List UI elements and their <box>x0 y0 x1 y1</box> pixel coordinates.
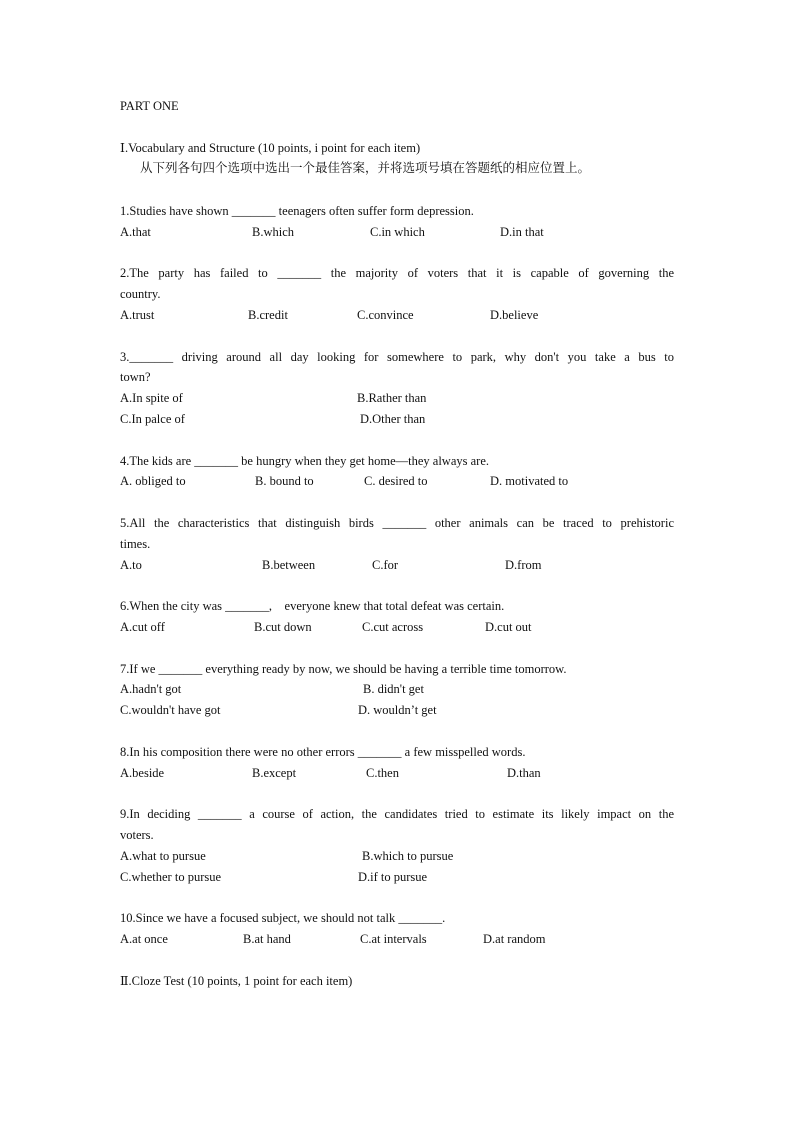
question-3-option-c[interactable]: C.In palce of <box>120 412 185 426</box>
question-9-option-d[interactable]: D.if to pursue <box>358 870 428 884</box>
question-10-option-d[interactable]: D.at random <box>483 932 546 946</box>
question-10-option-b[interactable]: B.at hand <box>243 932 291 946</box>
question-2-option-a[interactable]: A.trust <box>120 308 155 322</box>
question-6-option-a[interactable]: A.cut off <box>120 620 165 634</box>
question-10-option-c[interactable]: C.at intervals <box>360 932 427 946</box>
question-4-option-a[interactable]: A. obliged to <box>120 474 186 488</box>
question-3-option-a[interactable]: A.In spite of <box>120 391 183 405</box>
question-9-option-c[interactable]: C.whether to pursue <box>120 870 222 884</box>
question-1-option-c[interactable]: C.in which <box>370 225 425 239</box>
question-3-stem: 3._______ driving around all day looking for somewhere to park, why don't you take a bus to <box>120 350 674 364</box>
question-3-option-d[interactable]: D.Other than <box>360 412 426 426</box>
question-5-option-b[interactable]: B.between <box>262 558 316 572</box>
question-5-stem: 5.All the characteristics that distinguish birds _______ other animals can be traced to prehistoric <box>120 516 674 530</box>
question-6-option-c[interactable]: C.cut across <box>362 620 424 634</box>
question-8-stem: 8.In his composition there were no other errors _______ a few misspelled words. <box>120 745 526 759</box>
question-4-option-d[interactable]: D. motivated to <box>490 474 569 488</box>
section-instruction: 从下列各句四个选项中选出一个最佳答案，并将选项号填在答题纸的相应位置上。 <box>140 160 591 175</box>
question-8-option-a[interactable]: A.beside <box>120 766 165 780</box>
question-6-option-d[interactable]: D.cut out <box>485 620 532 634</box>
question-5-option-c[interactable]: C.for <box>372 558 399 572</box>
question-5-option-d[interactable]: D.from <box>505 558 542 572</box>
question-2-option-c[interactable]: C.convince <box>357 308 414 322</box>
question-2-option-b[interactable]: B.credit <box>248 308 288 322</box>
question-1-option-b[interactable]: B.which <box>252 225 295 239</box>
question-9-option-a[interactable]: A.what to pursue <box>120 849 206 863</box>
question-2-stem-cont: country. <box>120 287 161 301</box>
question-6-stem: 6.When the city was _______, everyone knew that total defeat was certain. <box>120 599 505 613</box>
question-8-option-c[interactable]: C.then <box>366 766 399 780</box>
question-1-option-d[interactable]: D.in that <box>500 225 544 239</box>
question-5-stem-cont: times. <box>120 537 151 551</box>
question-7-option-b[interactable]: B. didn't get <box>363 682 424 696</box>
question-7-option-a[interactable]: A.hadn't got <box>120 682 182 696</box>
question-4-option-c[interactable]: C. desired to <box>364 474 428 488</box>
question-9-stem: 9.In deciding _______ a course of action, the candidates tried to estimate its likely impact on the <box>120 807 674 821</box>
question-9-stem-cont: voters. <box>120 828 154 842</box>
question-7-stem: 7.If we _______ everything ready by now, we should be having a terrible time tomorrow. <box>120 662 567 676</box>
question-1-option-a[interactable]: A.that <box>120 225 151 239</box>
question-8-option-d[interactable]: D.than <box>507 766 541 780</box>
question-2-option-d[interactable]: D.believe <box>490 308 539 322</box>
question-4-option-b[interactable]: B. bound to <box>255 474 314 488</box>
section-2-title: Ⅱ.Cloze Test (10 points, 1 point for each item) <box>120 974 353 988</box>
question-5-option-a[interactable]: A.to <box>120 558 142 572</box>
question-8-option-b[interactable]: B.except <box>252 766 297 780</box>
question-1-stem: 1.Studies have shown _______ teenagers often suffer form depression. <box>120 204 474 218</box>
section-title: Ⅰ.Vocabulary and Structure (10 points, i point for each item) <box>120 141 421 155</box>
question-9-option-b[interactable]: B.which to pursue <box>362 849 454 863</box>
question-10-option-a[interactable]: A.at once <box>120 932 168 946</box>
question-3-option-b[interactable]: B.Rather than <box>357 391 427 405</box>
question-10-stem: 10.Since we have a focused subject, we should not talk _______. <box>120 911 446 925</box>
part-title: PART ONE <box>120 99 179 113</box>
question-6-option-b[interactable]: B.cut down <box>254 620 312 634</box>
question-2-stem: 2.The party has failed to _______ the majority of voters that it is capable of governing the <box>120 266 674 280</box>
question-7-option-c[interactable]: C.wouldn't have got <box>120 703 221 717</box>
question-7-option-d[interactable]: D. wouldn’t get <box>358 703 437 717</box>
question-4-stem: 4.The kids are _______ be hungry when they get home—they always are. <box>120 454 489 468</box>
question-3-stem-cont: town? <box>120 370 151 384</box>
